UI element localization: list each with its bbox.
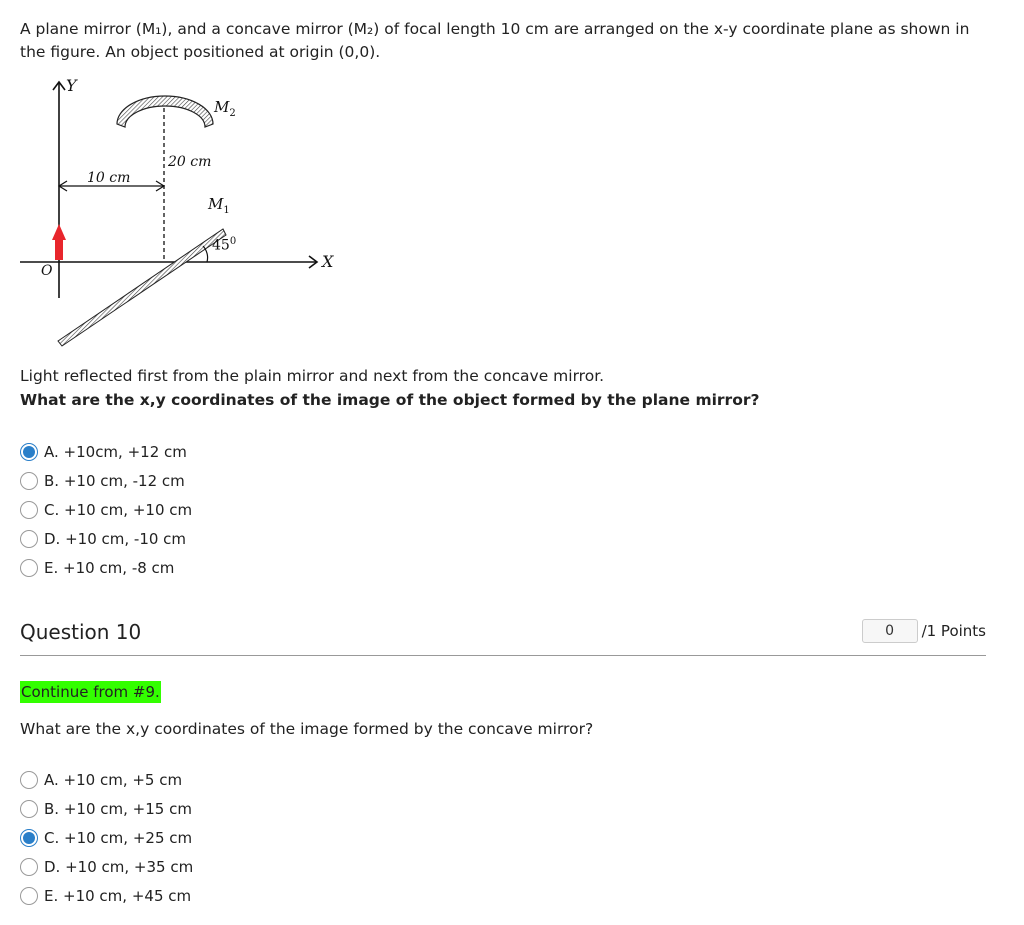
- question-10-options: [20, 765, 193, 910]
- question-10-prompt: What are the x,y coordinates of the image formed by the concave mirror?: [20, 720, 594, 738]
- q9-option-e[interactable]: [20, 553, 192, 582]
- question-10-title: Question 10: [20, 620, 142, 644]
- mirror-diagram-svg: [15, 70, 355, 355]
- question-9-prompt: What are the x,y coordinates of the image of the object formed by the plane mirror?: [20, 391, 760, 409]
- q10-option-b[interactable]: [20, 794, 193, 823]
- q10-option-e[interactable]: [20, 881, 193, 910]
- q9-option-b[interactable]: [20, 466, 192, 495]
- q10-option-c[interactable]: [20, 823, 193, 852]
- radio-button[interactable]: [20, 501, 38, 519]
- option-label: C. +10 cm, +25 cm: [44, 828, 193, 847]
- option-label: D. +10 cm, -10 cm: [44, 529, 187, 548]
- m1-label: $M_1$: [208, 195, 230, 216]
- radio-button[interactable]: [20, 443, 38, 461]
- mirror-diagram: [15, 70, 355, 355]
- option-label: A. +10cm, +12 cm: [44, 442, 187, 461]
- concave-mirror-m2: [117, 96, 213, 127]
- question-9-context: Light reflected first from the plain mirror and next from the concave mirror.: [20, 367, 605, 385]
- x-axis-label: X: [322, 252, 334, 271]
- q9-option-c[interactable]: [20, 495, 192, 524]
- radio-button[interactable]: [20, 771, 38, 789]
- q10-option-d[interactable]: [20, 852, 193, 881]
- option-label: A. +10 cm, +5 cm: [44, 770, 183, 789]
- question-9-intro: A plane mirror (M₁), and a concave mirror (M₂) of focal length 10 cm are arranged on the x-y coordinate plane as shown in the figure. An object positioned at origin (0,0).: [20, 20, 970, 61]
- object-arrow-shaft: [55, 238, 63, 260]
- m2-label: $M_2$: [214, 98, 236, 119]
- q10-option-a[interactable]: [20, 765, 193, 794]
- points-box: [862, 619, 986, 643]
- question-9-options: [20, 437, 192, 582]
- option-label: E. +10 cm, -8 cm: [44, 558, 175, 577]
- radio-button[interactable]: [20, 530, 38, 548]
- radio-button[interactable]: [20, 800, 38, 818]
- distance-y-label: 20 cm: [168, 154, 212, 170]
- points-total: /1 Points: [921, 622, 986, 640]
- option-label: E. +10 cm, +45 cm: [44, 886, 192, 905]
- plane-mirror-m1: [58, 229, 226, 346]
- option-label: B. +10 cm, +15 cm: [44, 799, 192, 818]
- object-arrow-head: [52, 224, 66, 240]
- radio-button[interactable]: [20, 472, 38, 490]
- distance-x-label: 10 cm: [87, 170, 131, 186]
- y-axis-label: Y: [66, 76, 77, 95]
- angle-label: $45^0$: [212, 236, 237, 254]
- option-label: C. +10 cm, +10 cm: [44, 500, 193, 519]
- radio-button[interactable]: [20, 829, 38, 847]
- question-divider: [20, 655, 986, 656]
- option-label: B. +10 cm, -12 cm: [44, 471, 185, 490]
- radio-button[interactable]: [20, 858, 38, 876]
- radio-button[interactable]: [20, 559, 38, 577]
- origin-label: O: [41, 263, 53, 279]
- highlighted-note: Continue from #9.: [21, 683, 160, 701]
- option-label: D. +10 cm, +35 cm: [44, 857, 194, 876]
- points-input[interactable]: [862, 619, 918, 643]
- q9-option-d[interactable]: [20, 524, 192, 553]
- radio-button[interactable]: [20, 887, 38, 905]
- q9-option-a[interactable]: [20, 437, 192, 466]
